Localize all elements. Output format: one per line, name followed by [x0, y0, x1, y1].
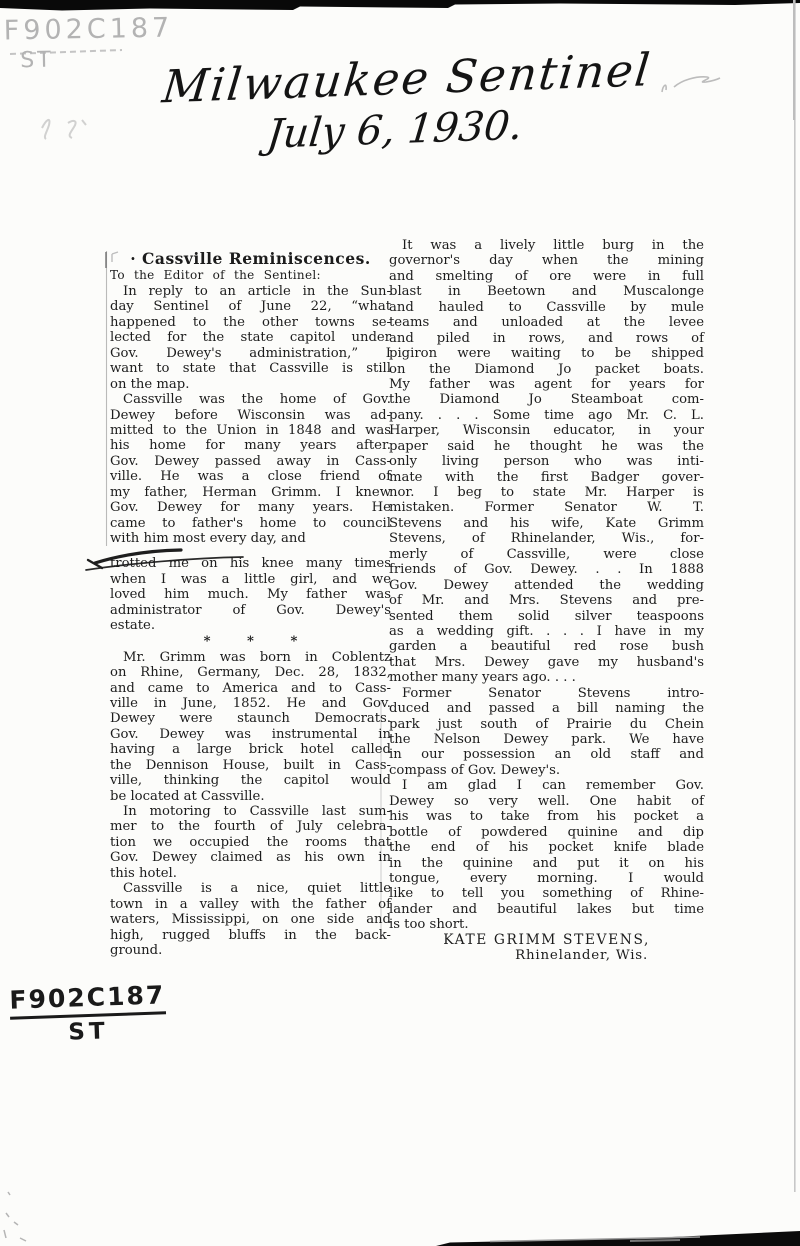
archive-code-ink-suffix: ST [67, 1018, 110, 1046]
scan-edge-top [0, 0, 800, 11]
archive-code-pencil-number: F902C187 [3, 12, 174, 47]
paragraph [110, 804, 391, 881]
text-line: of Mr. and Mrs. Stevens and pre- [389, 593, 704, 609]
text-line: having a large brick hotel called [110, 742, 391, 758]
text-line: Gov. Dewey's administration,” I [110, 345, 391, 361]
text-line: the end of his pocket knife blade [389, 840, 704, 856]
text-line: park just south of Prairie du Chein [389, 716, 704, 732]
text-line: day Sentinel of June 22, “what [110, 299, 391, 315]
text-line: on the Diamond Jo packet boats. [389, 361, 704, 377]
handwritten-newspaper-name: Milwaukee Sentinel [159, 43, 655, 114]
text-line: the Diamond Jo Steamboat com- [389, 392, 704, 408]
article-column-right [389, 238, 704, 964]
text-line: merly of Cassville, were close [389, 546, 704, 562]
article-headline: · Cassville Reminiscences. [130, 249, 371, 268]
text-line: lander and beautiful lakes but time [389, 901, 704, 917]
text-line: like to tell you something of Rhine- [389, 886, 704, 902]
scan-edge-bottom [436, 1231, 800, 1246]
text-line: Stevens, of Rhinelander, Wis., for- [389, 531, 704, 547]
text-line: My father was agent for years for [389, 376, 704, 392]
text-line: ville, thinking the capitol would [110, 773, 391, 789]
text-line: Harper, Wisconsin educator, in your [389, 423, 704, 439]
text-line: with him most every day, and [110, 531, 306, 546]
article-column-left [110, 249, 391, 958]
archive-code-ink-number: F902C187 [9, 980, 166, 1019]
text-line: town in a valley with the father of [110, 896, 391, 912]
text-line: mate with the first Badger gover- [389, 469, 704, 485]
paragraph [110, 284, 391, 392]
text-line: this hotel. [110, 865, 177, 881]
text-line: on the map. [110, 376, 190, 392]
text-line: is too short. [389, 917, 469, 933]
paragraph [110, 650, 391, 804]
text-line: Dewey so very well. One habit of [389, 793, 704, 809]
paragraph [389, 686, 704, 779]
text-line: the Nelson Dewey park. We have [389, 732, 704, 747]
text-line: governor's day when the mining [389, 253, 704, 269]
text-line: and came to America and to Cass- [110, 680, 391, 696]
text-line: and piled in rows, and rows of [389, 330, 704, 346]
letter-signature-location: Rhinelander, Wis. [515, 948, 648, 964]
text-line: ville in June, 1852. He and Gov. [110, 695, 391, 711]
text-line: In motoring to Cassville last sum- [123, 804, 391, 819]
text-line: waters, Mississippi, on one side and [110, 912, 391, 928]
paragraph [110, 881, 391, 958]
paragraph [389, 238, 704, 686]
pencil-squiggle-mark [662, 77, 720, 92]
handwritten-date: July 6, 1930. [264, 102, 525, 158]
text-line: on Rhine, Germany, Dec. 28, 1832, [110, 665, 391, 681]
text-line: loved him much. My father was [110, 587, 391, 603]
text-line: trotted me on his knee many times [110, 556, 391, 572]
text-line: ville. He was a close friend of [110, 469, 391, 485]
paragraph [389, 778, 704, 932]
text-line: want to state that Cassville is still [110, 361, 391, 377]
pencil-smudge-mark [42, 120, 86, 139]
text-line: Dewey were staunch Democrats. [110, 711, 391, 727]
text-line: blast in Beetown and Muscalonge [389, 284, 704, 300]
text-line: mer to the fourth of July celebra- [110, 819, 391, 835]
text-line: his was to take from his pocket a [389, 809, 704, 825]
article-byline: To the Editor of the Sentinel: [110, 268, 321, 282]
text-line: my father, Herman Grimm. I knew [110, 484, 391, 500]
text-line: pigiron were waiting to be shipped [389, 346, 704, 362]
text-line: Cassville is a nice, quiet little [123, 881, 391, 897]
text-line: Former Senator Stevens intro- [402, 685, 704, 701]
archive-code-ink [9, 980, 167, 1047]
text-line: Mr. Grimm was born in Coblentz [123, 649, 391, 665]
text-line: duced and passed a bill naming the [389, 701, 704, 717]
text-line: Gov. Dewey passed away in Cass- [110, 453, 391, 469]
archive-code-pencil-suffix: ST [20, 47, 54, 74]
text-line: mitted to the Union in 1848 and was [110, 422, 391, 438]
article-column-right-body [389, 238, 704, 964]
text-line: came to father's home to council [110, 515, 391, 531]
text-line: compass of Gov. Dewey's. [389, 762, 561, 778]
text-line: ground. [110, 942, 163, 958]
handwritten-source-annotation [155, 43, 655, 161]
text-line: Dewey before Wisconsin was ad- [110, 407, 391, 423]
text-line: Cassville was the home of Gov. [123, 392, 391, 408]
text-line: be located at Cassville. [110, 788, 265, 804]
paragraph [110, 392, 391, 546]
letter-signature: KATE GRIMM STEVENS, [443, 931, 650, 948]
text-line: Gov. Dewey attended the wedding [389, 577, 704, 593]
text-line: that Mrs. Dewey gave my husband's [389, 654, 704, 670]
text-line: only living person who was inti- [389, 454, 704, 470]
text-line: lected for the state capitol under [110, 330, 391, 346]
text-line: and hauled to Cassville by mule [389, 299, 704, 315]
archive-code-pencil [4, 13, 174, 74]
text-line: and smelting of ore were in full [389, 268, 704, 284]
text-line: as a wedding gift. . . . I have in my [389, 623, 704, 639]
text-line: Stevens and his wife, Kate Grimm [389, 515, 704, 531]
text-line: the Dennison House, built in Cass- [110, 757, 391, 773]
article-column-left-body [110, 284, 391, 958]
text-line: In reply to an article in the Sun- [123, 284, 391, 299]
text-line: friends of Gov. Dewey. . . In 1888 [389, 562, 704, 578]
text-line: in the quinine and put it on his [389, 855, 704, 871]
text-line: happened to the other towns se- [110, 314, 391, 330]
section-divider-stars: * * * [203, 633, 314, 649]
text-line: pany. . . . Some time ago Mr. C. L. [389, 407, 704, 423]
text-line: high, rugged bluffs in the back- [110, 927, 391, 943]
text-line: teams and unloaded at the levee [389, 315, 704, 331]
text-line: when I was a little girl, and we [110, 571, 391, 587]
scan-edge-right [794, 0, 796, 1192]
text-line: Gov. Dewey was instrumental in [110, 726, 391, 742]
text-line: his home for many years after. [110, 438, 391, 454]
text-line: in our possession an old staff and [389, 747, 704, 763]
text-line: administrator of Gov. Dewey's [110, 602, 391, 618]
text-line: sented them solid silver teaspoons [389, 608, 704, 624]
text-line: Gov. Dewey for many years. He [110, 500, 391, 516]
text-line: estate. [110, 618, 156, 634]
text-line: nor. I beg to state Mr. Harper is [389, 485, 704, 500]
text-line: paper said he thought he was the [389, 438, 704, 454]
text-line: bottle of powdered quinine and dip [389, 824, 704, 840]
paragraph [110, 556, 391, 633]
text-line: I am glad I can remember Gov. [402, 778, 704, 794]
text-line: mistaken. Former Senator W. T. [389, 500, 704, 516]
text-line: mother many years ago. . . . [389, 670, 576, 686]
text-line: garden a beautiful red rose bush [389, 639, 704, 655]
text-line: tongue, every morning. I would [389, 870, 704, 886]
text-line: Gov. Dewey claimed as his own in [110, 850, 391, 866]
text-line: It was a lively little burg in the [402, 238, 704, 253]
text-line: tion we occupied the rooms that [110, 834, 391, 850]
